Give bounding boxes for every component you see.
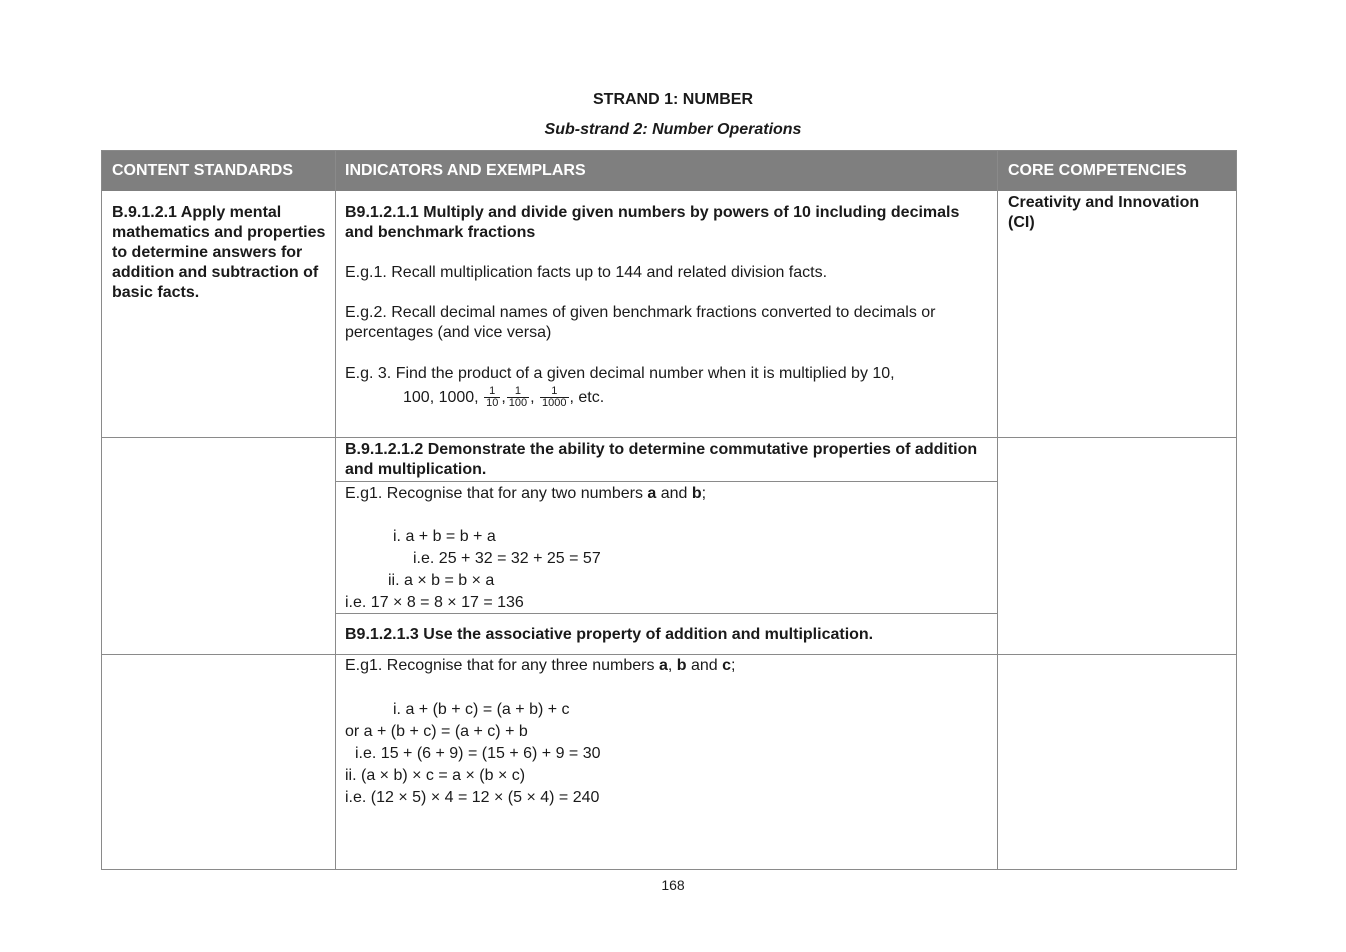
exemplar-text: ii. a × b = b × a — [388, 572, 495, 589]
header-indicators-exemplars: INDICATORS AND EXEMPLARS — [345, 162, 586, 179]
exemplar-text: 100, 1000, — [403, 389, 479, 406]
strand-title: STRAND 1: NUMBER — [593, 91, 753, 108]
fraction: $\frac{1}{100}$ — [508, 385, 528, 410]
indicator-title: B9.1.2.1.1 Multiply and divide given numbers by powers of 10 including decimals and benchmark fractions — [345, 204, 960, 241]
row-divider — [335, 613, 998, 614]
exemplar-text: E.g. 3. Find the product of a given decimal number when it is multiplied by 10, — [345, 365, 895, 382]
exemplar-text: i.e. (12 × 5) × 4 = 12 × (5 × 4) = 240 — [345, 789, 600, 806]
column-divider — [997, 151, 998, 869]
exemplar-intro: E.g1. Recognise that for any three numbers a, b and c; — [345, 657, 736, 674]
header-content-standards: CONTENT STANDARDS — [112, 162, 294, 179]
content-standard-text: B.9.1.2.1 Apply mental mathematics and properties to determine answers for addition and subtraction of basic facts. — [112, 204, 326, 301]
row-divider — [335, 481, 998, 482]
exemplar-text: i.e. 25 + 32 = 32 + 25 = 57 — [413, 550, 601, 567]
exemplar-text: ii. (a × b) × c = a × (b × c) — [345, 767, 526, 784]
fraction: $\frac{1}{10}$ — [486, 385, 499, 410]
exemplar-text: or a + (b + c) = (a + c) + b — [345, 723, 528, 740]
row-divider — [102, 654, 1236, 655]
page-number: 168 — [661, 877, 685, 893]
fraction: $\frac{1}{1000}$ — [542, 385, 567, 410]
exemplar-text: E.g.1. Recall multiplication facts up to 144 and related division facts. — [345, 264, 828, 281]
indicator-title: B9.1.2.1.3 Use the associative property of addition and multiplication. — [345, 626, 874, 643]
exemplar-intro: E.g1. Recognise that for any two numbers a and b; — [345, 485, 707, 502]
row-divider — [102, 437, 1236, 438]
substrand-title: Sub-strand 2: Number Operations — [544, 121, 802, 138]
column-divider — [335, 151, 336, 869]
exemplar-fractions-line: 100, 1000, $\frac{1}{10}$ , $\frac{1}{100}$ , $\frac{1}{1000}$ , etc. — [403, 385, 605, 410]
exemplar-text: i.e. 17 × 8 = 8 × 17 = 136 — [345, 594, 524, 611]
indicator-title: B.9.1.2.1.2 Demonstrate the ability to determine commutative properties of addition and multiplication. — [345, 441, 978, 478]
exemplar-text: i. a + b = b + a — [393, 528, 496, 545]
exemplar-text: E.g.2. Recall decimal names of given benchmark fractions converted to decimals or percentages (and vice versa) — [345, 304, 936, 341]
curriculum-table — [101, 150, 1237, 870]
table-header-row — [102, 151, 1236, 191]
header-core-competencies: CORE COMPETENCIES — [1008, 162, 1187, 179]
exemplar-text: i. a + (b + c) = (a + b) + c — [393, 701, 570, 718]
exemplar-text: , etc. — [569, 389, 605, 406]
core-competency-text: Creativity and Innovation (CI) — [1008, 194, 1200, 231]
exemplar-text: i.e. 15 + (6 + 9) = (15 + 6) + 9 = 30 — [355, 745, 601, 762]
